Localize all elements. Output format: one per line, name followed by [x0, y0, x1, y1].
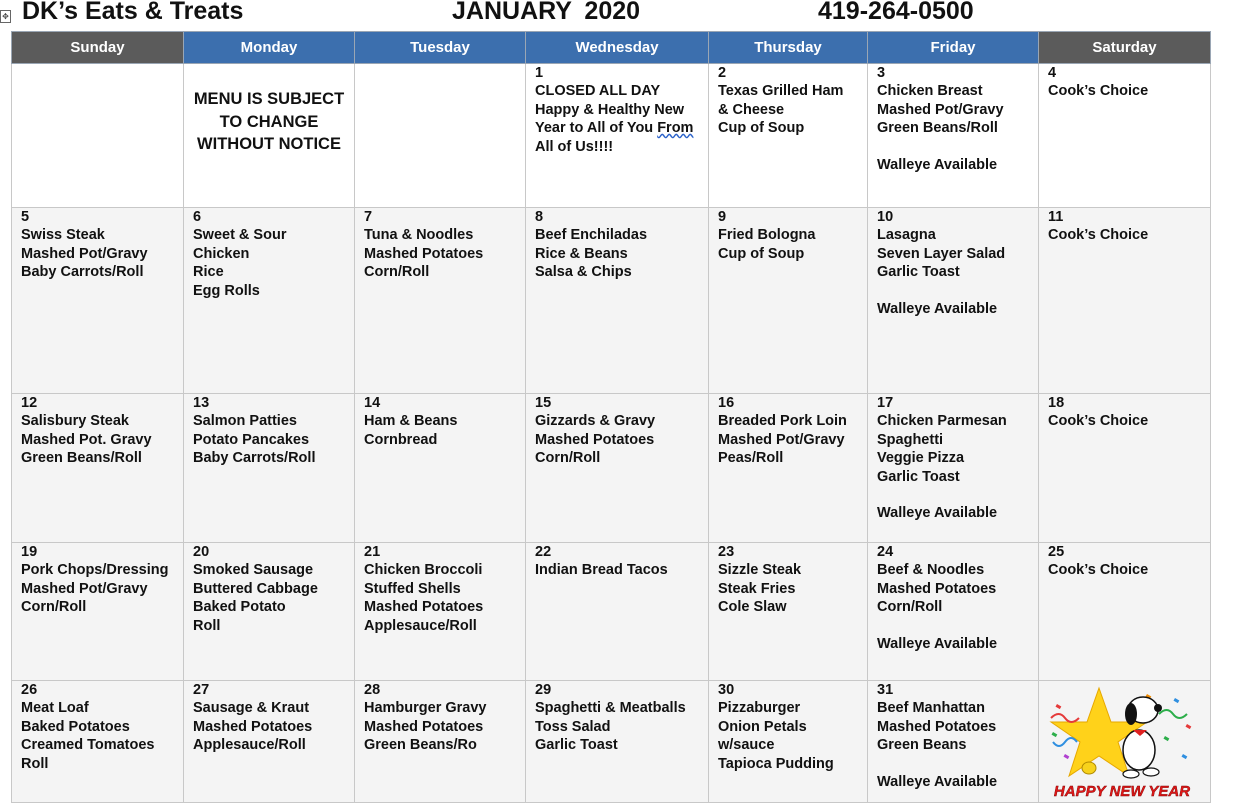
- menu-item: Baby Carrots/Roll: [21, 264, 144, 280]
- week-row: [12, 208, 1211, 394]
- empty-day-cell[interactable]: [12, 64, 184, 208]
- menu-item: Mashed Pot. Gravy: [21, 431, 152, 448]
- day-cell-13[interactable]: [184, 394, 355, 543]
- day-number: 23: [718, 544, 735, 560]
- menu-item: Creamed Tomatoes: [21, 737, 155, 753]
- confetti: [1064, 754, 1070, 759]
- day-number: 5: [21, 209, 30, 225]
- day-number: 28: [364, 682, 381, 698]
- menu-item: Sausage & Kraut: [193, 700, 310, 716]
- day-cell-12[interactable]: [12, 394, 184, 543]
- menu-item: Lasagna: [877, 227, 936, 243]
- day-number: 15: [535, 395, 552, 411]
- streamer: [1051, 714, 1079, 722]
- menu-item: Walleye Available: [877, 773, 998, 790]
- menu-item: Mashed Pot/Gravy: [21, 580, 148, 597]
- menu-item: Mashed Pot/Gravy: [877, 101, 1004, 118]
- weekday-saturday: Saturday: [1039, 32, 1211, 64]
- menu-item: Buttered Cabbage: [193, 580, 318, 597]
- menu-item: Hamburger Gravy: [364, 700, 487, 716]
- day-cell-9[interactable]: [709, 208, 868, 394]
- weekday-monday: Monday: [184, 32, 355, 64]
- menu-item: Gizzards & Gravy: [535, 413, 656, 429]
- menu-item: Cup of Soup: [718, 120, 805, 136]
- snoopy-new-year-clipart-icon: [1047, 684, 1197, 800]
- day-number: 30: [718, 682, 735, 698]
- menu-item: Cup of Soup: [718, 245, 805, 262]
- day-number: 14: [364, 395, 381, 411]
- day-number: 4: [1048, 65, 1057, 81]
- menu-notice-cell[interactable]: [184, 64, 355, 208]
- day-number: 21: [364, 544, 381, 560]
- menu-item: Applesauce/Roll: [193, 737, 306, 753]
- clipart-cell[interactable]: [1039, 681, 1211, 803]
- streamer: [1159, 710, 1187, 718]
- menu-item: Salmon Patties: [193, 413, 297, 429]
- day-number: 22: [535, 544, 552, 560]
- phone-number: 419-264-0500: [818, 0, 974, 25]
- day-cell-31[interactable]: [868, 681, 1039, 803]
- menu-item: Baby Carrots/Roll: [193, 450, 316, 466]
- menu-item: Green Beans/Roll: [21, 450, 142, 466]
- day-number: 1: [535, 65, 544, 81]
- day-number: 16: [718, 395, 735, 411]
- menu-item: Stuffed Shells: [364, 580, 461, 597]
- snoopy-ear: [1125, 703, 1137, 725]
- menu-item: Sizzle Steak: [718, 562, 802, 578]
- day-cell-10[interactable]: [868, 208, 1039, 394]
- confetti: [1186, 724, 1192, 729]
- menu-item: Spaghetti: [877, 431, 944, 448]
- menu-item: Cook’s Choice: [1048, 227, 1149, 243]
- day-cell-19[interactable]: [12, 543, 184, 681]
- menu-item: Walleye Available: [877, 635, 998, 652]
- line-gap: [877, 617, 1034, 635]
- menu-item: Toss Salad: [535, 718, 611, 735]
- menu-item: Steak Fries: [718, 580, 796, 597]
- menu-item: Pizzaburger: [718, 700, 801, 716]
- day-number: 29: [535, 682, 552, 698]
- day-number: 18: [1048, 395, 1065, 411]
- menu-item: Indian Bread Tacos: [535, 562, 668, 578]
- weekday-friday: Friday: [868, 32, 1039, 64]
- snoopy-nose: [1154, 704, 1162, 712]
- menu-item: Rice & Beans: [535, 245, 628, 262]
- menu-item: Meat Loaf: [21, 700, 89, 716]
- day-cell-8[interactable]: [526, 208, 709, 394]
- menu-item: Sweet & Sour: [193, 227, 287, 243]
- menu-item: Rice: [193, 264, 224, 280]
- day-cell-5[interactable]: [12, 208, 184, 394]
- menu-item: Cornbread: [364, 431, 438, 448]
- menu-item: Green Beans/Ro: [364, 737, 477, 753]
- menu-item: Beef Manhattan: [877, 700, 985, 716]
- day-cell-16[interactable]: [709, 394, 868, 543]
- week-row: [12, 543, 1211, 681]
- menu-item: Mashed Potatoes: [364, 245, 484, 262]
- menu-item: Spaghetti & Meatballs: [535, 700, 686, 716]
- confetti: [1174, 698, 1180, 703]
- day-cell-25[interactable]: [1039, 543, 1211, 681]
- menu-item: Mashed Potatoes: [193, 718, 313, 735]
- day-number: 2: [718, 65, 727, 81]
- notice-line: MENU IS SUBJECT: [193, 90, 345, 108]
- day-number: 12: [21, 395, 38, 411]
- page-header: [0, 0, 1233, 30]
- snoopy-foot: [1123, 770, 1139, 778]
- menu-item: Chicken: [193, 245, 250, 262]
- confetti: [1182, 754, 1188, 759]
- menu-item: Corn/Roll: [21, 599, 87, 615]
- menu-item: Onion Petals: [718, 718, 807, 735]
- menu-item: Cole Slaw: [718, 599, 787, 615]
- menu-item: Happy & Healthy New: [535, 101, 685, 118]
- month-title: JANUARY 2020: [452, 0, 641, 25]
- menu-item: Mashed Pot/Gravy: [21, 245, 148, 262]
- menu-item: Garlic Toast: [535, 737, 618, 753]
- day-cell-27[interactable]: [184, 681, 355, 803]
- snoopy-body: [1123, 730, 1155, 770]
- day-cell-7[interactable]: [355, 208, 526, 394]
- weekday-thursday: Thursday: [709, 32, 868, 64]
- day-cell-11[interactable]: [1039, 208, 1211, 394]
- menu-item: Mashed Potatoes: [877, 580, 997, 597]
- weekday-sunday: Sunday: [12, 32, 184, 64]
- day-cell-17[interactable]: [868, 394, 1039, 543]
- day-cell-18[interactable]: [1039, 394, 1211, 543]
- menu-item: Swiss Steak: [21, 227, 105, 243]
- day-number: 13: [193, 395, 210, 411]
- menu-item: Pork Chops/Dressing: [21, 562, 169, 578]
- menu-item: Mashed Potatoes: [877, 718, 997, 735]
- day-number: 11: [1048, 209, 1064, 225]
- menu-item: Mashed Potatoes: [364, 718, 484, 735]
- day-number: 9: [718, 209, 727, 225]
- menu-item: Cook’s Choice: [1048, 562, 1149, 578]
- day-number: 26: [21, 682, 38, 698]
- day-number: 27: [193, 682, 210, 698]
- day-number: 7: [364, 209, 373, 225]
- woodstock-bird: [1082, 762, 1096, 774]
- happy-new-year-caption: HAPPY NEW YEAR: [1053, 783, 1191, 800]
- menu-item: Walleye Available: [877, 156, 998, 173]
- menu-item: Chicken Parmesan: [877, 413, 1007, 429]
- menu-item: Baked Potatoes: [21, 718, 130, 735]
- menu-item: Corn/Roll: [877, 599, 943, 615]
- confetti: [1052, 732, 1058, 737]
- weekday-wednesday: Wednesday: [526, 32, 709, 64]
- line-gap: [877, 138, 1034, 156]
- day-number: 20: [193, 544, 210, 560]
- menu-item: Smoked Sausage: [193, 562, 314, 578]
- day-cell-23[interactable]: [709, 543, 868, 681]
- day-cell-2[interactable]: [709, 64, 868, 208]
- day-number: 3: [877, 65, 886, 81]
- menu-item: Green Beans: [877, 737, 967, 753]
- day-cell-30[interactable]: [709, 681, 868, 803]
- day-number: 24: [877, 544, 894, 560]
- streamer: [1053, 738, 1077, 746]
- weekday-tuesday: Tuesday: [355, 32, 526, 64]
- menu-item: Roll: [21, 755, 49, 772]
- line-gap: [877, 282, 1034, 300]
- empty-day-cell[interactable]: [355, 64, 526, 208]
- notice-line: TO CHANGE: [219, 112, 319, 131]
- menu-item: Salisbury Steak: [21, 413, 129, 429]
- day-cell-6[interactable]: [184, 208, 355, 394]
- menu-item: All of Us!!!!: [535, 138, 614, 155]
- menu-item: CLOSED ALL DAY: [535, 83, 661, 99]
- menu-item: Mashed Pot/Gravy: [718, 431, 845, 448]
- menu-item: & Cheese: [718, 101, 785, 118]
- weekday-header-row: [12, 32, 1211, 64]
- menu-item: Potato Pancakes: [193, 431, 310, 448]
- menu-item: Baked Potato: [193, 599, 286, 615]
- menu-item: Veggie Pizza: [877, 450, 965, 466]
- restaurant-title: DK’s Eats & Treats: [22, 0, 244, 25]
- table-move-handle-icon[interactable]: ✥: [0, 10, 11, 23]
- menu-item: Salsa & Chips: [535, 264, 632, 280]
- menu-item: Green Beans/Roll: [877, 120, 998, 136]
- day-cell-1[interactable]: [526, 64, 709, 208]
- spellcheck-word: From: [657, 120, 694, 136]
- week-row: [12, 394, 1211, 543]
- menu-item: Breaded Pork Loin: [718, 413, 847, 429]
- menu-item: Egg Rolls: [193, 282, 260, 299]
- menu-item: Corn/Roll: [364, 264, 430, 280]
- day-number: 8: [535, 209, 544, 225]
- menu-calendar: [11, 31, 1211, 803]
- menu-item: Seven Layer Salad: [877, 245, 1006, 262]
- week-row: [12, 681, 1211, 803]
- menu-item: w/sauce: [718, 737, 775, 753]
- day-cell-21[interactable]: [355, 543, 526, 681]
- menu-item: Corn/Roll: [535, 450, 601, 466]
- line-gap: [877, 486, 1034, 504]
- menu-item: Walleye Available: [877, 300, 998, 317]
- day-number: 25: [1048, 544, 1065, 560]
- day-number: 17: [877, 395, 894, 411]
- day-cell-24[interactable]: [868, 543, 1039, 681]
- day-number: 6: [193, 209, 202, 225]
- menu-item: Mashed Potatoes: [364, 599, 484, 615]
- week-row: [12, 64, 1211, 208]
- day-cell-15[interactable]: [526, 394, 709, 543]
- menu-item: Walleye Available: [877, 505, 998, 521]
- menu-item: Texas Grilled Ham: [718, 83, 844, 99]
- day-cell-26[interactable]: [12, 681, 184, 803]
- menu-item: Garlic Toast: [877, 468, 960, 485]
- day-number: 31: [877, 682, 894, 698]
- menu-item: Garlic Toast: [877, 264, 960, 280]
- snoopy-foot: [1143, 768, 1159, 776]
- menu-item: Cook’s Choice: [1048, 83, 1149, 99]
- menu-item: Beef Enchiladas: [535, 227, 648, 243]
- line-gap: [877, 755, 1034, 773]
- menu-item: Tapioca Pudding: [718, 755, 834, 772]
- menu-item: Beef & Noodles: [877, 562, 985, 578]
- day-cell-3[interactable]: [868, 64, 1039, 208]
- day-cell-20[interactable]: [184, 543, 355, 681]
- day-cell-14[interactable]: [355, 394, 526, 543]
- menu-item: Fried Bologna: [718, 227, 816, 243]
- menu-item: Applesauce/Roll: [364, 617, 477, 634]
- day-cell-29[interactable]: [526, 681, 709, 803]
- menu-item: Peas/Roll: [718, 450, 784, 466]
- menu-item: Cook’s Choice: [1048, 413, 1149, 429]
- day-cell-4[interactable]: [1039, 64, 1211, 208]
- day-cell-28[interactable]: [355, 681, 526, 803]
- day-number: 10: [877, 209, 894, 225]
- menu-item: Chicken Breast: [877, 83, 983, 99]
- menu-item: Tuna & Noodles: [364, 227, 474, 243]
- menu-item: Mashed Potatoes: [535, 431, 655, 448]
- menu-item: Ham & Beans: [364, 413, 458, 429]
- menu-item: Chicken Broccoli: [364, 562, 483, 578]
- day-number: 19: [21, 544, 38, 560]
- confetti: [1056, 704, 1062, 709]
- menu-notice: [193, 88, 350, 156]
- menu-item: Year to All of You From: [535, 120, 694, 136]
- confetti: [1164, 736, 1170, 741]
- menu-item: Roll: [193, 617, 221, 634]
- notice-line: WITHOUT NOTICE: [197, 135, 341, 153]
- day-cell-22[interactable]: [526, 543, 709, 681]
